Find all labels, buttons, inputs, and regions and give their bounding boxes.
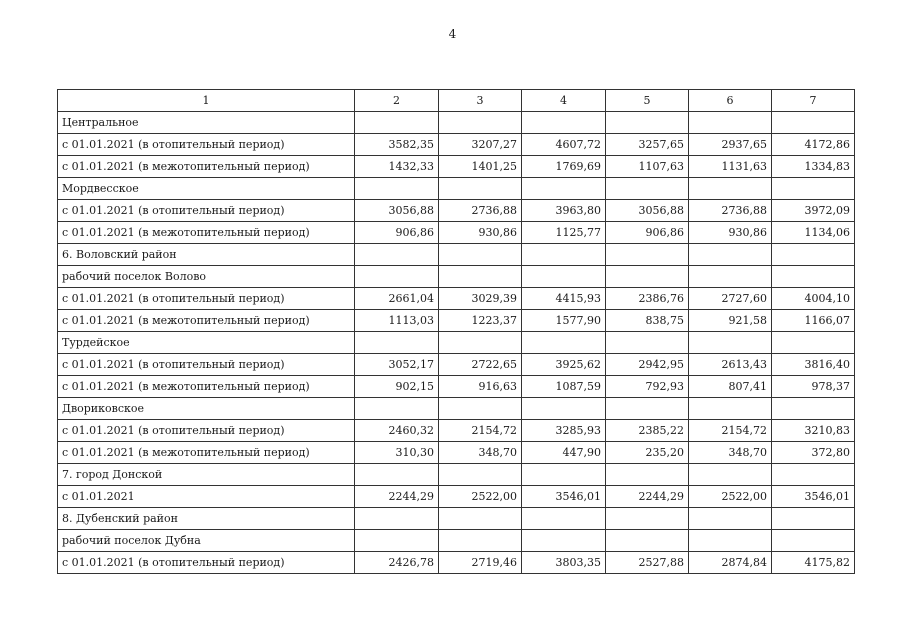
tariff-value-cell: 921,58 (689, 310, 772, 332)
tariff-value-cell: 1107,63 (606, 156, 689, 178)
tariff-value-cell (522, 244, 606, 266)
tariff-value-cell: 3972,09 (772, 200, 855, 222)
tariff-value-cell (522, 464, 606, 486)
row-label: с 01.01.2021 (в межотопительный период) (58, 222, 355, 244)
tariff-value-cell (439, 508, 522, 530)
table-row (58, 486, 855, 508)
tariff-value-cell: 2460,32 (355, 420, 439, 442)
column-header: 2 (355, 90, 439, 112)
tariff-value-cell: 1432,33 (355, 156, 439, 178)
tariff-value-cell (355, 178, 439, 200)
row-label: с 01.01.2021 (в отопительный период) (58, 200, 355, 222)
tariff-value-cell (689, 178, 772, 200)
row-label: с 01.01.2021 (в межотопительный период) (58, 310, 355, 332)
tariff-value-cell (355, 266, 439, 288)
tariff-value-cell: 4607,72 (522, 134, 606, 156)
tariff-value-cell (439, 266, 522, 288)
table-row (58, 376, 855, 398)
tariff-value-cell (772, 332, 855, 354)
tariff-value-cell (355, 332, 439, 354)
row-label: с 01.01.2021 (в межотопительный период) (58, 376, 355, 398)
tariff-value-cell (772, 398, 855, 420)
row-label: с 01.01.2021 (в межотопительный период) (58, 442, 355, 464)
table-row (58, 552, 855, 574)
row-label: Центральное (58, 112, 355, 134)
table-row (58, 464, 855, 486)
tariff-value-cell: 4415,93 (522, 288, 606, 310)
tariff-value-cell: 3546,01 (772, 486, 855, 508)
tariff-value-cell: 3816,40 (772, 354, 855, 376)
tariff-value-cell: 2722,65 (439, 354, 522, 376)
tariff-value-cell (772, 112, 855, 134)
tariff-value-cell: 2527,88 (606, 552, 689, 574)
tariff-value-cell: 2522,00 (439, 486, 522, 508)
tariff-value-cell: 1166,07 (772, 310, 855, 332)
row-label: рабочий поселок Дубна (58, 530, 355, 552)
tariff-value-cell (439, 332, 522, 354)
tariff-value-cell (689, 530, 772, 552)
tariff-value-cell (522, 266, 606, 288)
row-label: 8. Дубенский район (58, 508, 355, 530)
tariff-value-cell (355, 244, 439, 266)
tariff-value-cell (689, 464, 772, 486)
tariff-value-cell: 1087,59 (522, 376, 606, 398)
tariff-value-cell (772, 464, 855, 486)
tariff-value-cell: 2736,88 (439, 200, 522, 222)
tariff-value-cell (689, 266, 772, 288)
tariff-value-cell: 2426,78 (355, 552, 439, 574)
row-label: с 01.01.2021 (в межотопительный период) (58, 156, 355, 178)
tariff-value-cell: 1113,03 (355, 310, 439, 332)
row-label: с 01.01.2021 (58, 486, 355, 508)
table-row (58, 530, 855, 552)
tariff-value-cell: 2661,04 (355, 288, 439, 310)
tariff-value-cell: 906,86 (606, 222, 689, 244)
tariff-value-cell (439, 398, 522, 420)
tariff-value-cell: 2613,43 (689, 354, 772, 376)
tariff-value-cell (606, 112, 689, 134)
tariff-value-cell: 3207,27 (439, 134, 522, 156)
tariff-value-cell: 3963,80 (522, 200, 606, 222)
tariff-value-cell: 310,30 (355, 442, 439, 464)
tariff-value-cell (355, 112, 439, 134)
tariff-value-cell: 3056,88 (355, 200, 439, 222)
table-row (58, 156, 855, 178)
tariff-value-cell: 838,75 (606, 310, 689, 332)
table-row (58, 332, 855, 354)
tariff-value-cell: 3285,93 (522, 420, 606, 442)
tariff-value-cell: 2154,72 (689, 420, 772, 442)
tariff-value-cell (439, 112, 522, 134)
column-header: 1 (58, 90, 355, 112)
tariff-value-cell: 235,20 (606, 442, 689, 464)
column-header: 7 (772, 90, 855, 112)
table-row (58, 398, 855, 420)
tariff-value-cell (772, 266, 855, 288)
tariff-value-cell: 1577,90 (522, 310, 606, 332)
tariff-value-cell (689, 244, 772, 266)
column-header: 3 (439, 90, 522, 112)
table-row (58, 244, 855, 266)
row-label: Мордвесское (58, 178, 355, 200)
tariff-value-cell: 447,90 (522, 442, 606, 464)
row-label: Двориковское (58, 398, 355, 420)
tariff-value-cell: 916,63 (439, 376, 522, 398)
tariff-value-cell (522, 332, 606, 354)
tariff-value-cell: 2244,29 (355, 486, 439, 508)
tariff-value-cell: 2727,60 (689, 288, 772, 310)
tariff-value-cell (606, 178, 689, 200)
tariff-value-cell: 1223,37 (439, 310, 522, 332)
tariff-value-cell (606, 398, 689, 420)
table-row (58, 310, 855, 332)
tariff-value-cell: 930,86 (439, 222, 522, 244)
table-body (58, 112, 855, 574)
tariff-value-cell: 4175,82 (772, 552, 855, 574)
tariff-value-cell: 2736,88 (689, 200, 772, 222)
tariff-value-cell (772, 508, 855, 530)
tariff-value-cell (606, 332, 689, 354)
tariff-value-cell (606, 266, 689, 288)
tariff-value-cell (355, 508, 439, 530)
tariff-value-cell: 3210,83 (772, 420, 855, 442)
tariff-value-cell: 1134,06 (772, 222, 855, 244)
tariff-value-cell: 2719,46 (439, 552, 522, 574)
tariff-value-cell (522, 398, 606, 420)
page-number: 4 (448, 27, 457, 41)
tariff-value-cell: 372,80 (772, 442, 855, 464)
row-label: Турдейское (58, 332, 355, 354)
tariff-value-cell (522, 112, 606, 134)
table-row (58, 266, 855, 288)
tariff-value-cell (606, 530, 689, 552)
tariff-value-cell (522, 178, 606, 200)
row-label: с 01.01.2021 (в отопительный период) (58, 420, 355, 442)
tariff-value-cell (606, 244, 689, 266)
table-row (58, 222, 855, 244)
tariff-value-cell: 348,70 (439, 442, 522, 464)
tariff-value-cell (439, 178, 522, 200)
tariff-value-cell: 2386,76 (606, 288, 689, 310)
tariff-value-cell: 906,86 (355, 222, 439, 244)
tariff-value-cell (772, 178, 855, 200)
tariff-value-cell: 3546,01 (522, 486, 606, 508)
tariff-value-cell: 3803,35 (522, 552, 606, 574)
tariff-value-cell: 4004,10 (772, 288, 855, 310)
column-header: 6 (689, 90, 772, 112)
tariff-value-cell: 1334,83 (772, 156, 855, 178)
column-header: 4 (522, 90, 606, 112)
table-row (58, 420, 855, 442)
tariff-value-cell (606, 508, 689, 530)
row-label: рабочий поселок Волово (58, 266, 355, 288)
tariff-value-cell: 792,93 (606, 376, 689, 398)
tariff-value-cell: 3029,39 (439, 288, 522, 310)
tariff-value-cell (772, 530, 855, 552)
row-label: с 01.01.2021 (в отопительный период) (58, 134, 355, 156)
tariff-value-cell: 2874,84 (689, 552, 772, 574)
tariff-value-cell (355, 398, 439, 420)
tariff-value-cell: 1401,25 (439, 156, 522, 178)
tariff-value-cell: 3056,88 (606, 200, 689, 222)
tariff-value-cell (439, 244, 522, 266)
table-row (58, 178, 855, 200)
tariff-value-cell (439, 530, 522, 552)
tariff-value-cell (439, 464, 522, 486)
tariff-value-cell: 2244,29 (606, 486, 689, 508)
tariff-value-cell: 978,37 (772, 376, 855, 398)
tariff-value-cell (522, 508, 606, 530)
header-row (58, 90, 855, 112)
tariff-value-cell: 348,70 (689, 442, 772, 464)
tariff-value-cell: 902,15 (355, 376, 439, 398)
tariff-value-cell: 2385,22 (606, 420, 689, 442)
tariff-value-cell: 1125,77 (522, 222, 606, 244)
tariff-value-cell (355, 530, 439, 552)
table-row (58, 508, 855, 530)
tariff-value-cell: 807,41 (689, 376, 772, 398)
table-row (58, 112, 855, 134)
tariff-value-cell (689, 398, 772, 420)
tariff-value-cell: 4172,86 (772, 134, 855, 156)
table-row (58, 354, 855, 376)
row-label: 7. город Донской (58, 464, 355, 486)
tariff-value-cell: 1769,69 (522, 156, 606, 178)
tariff-value-cell (689, 112, 772, 134)
row-label: 6. Воловский район (58, 244, 355, 266)
tariff-value-cell: 2942,95 (606, 354, 689, 376)
row-label: с 01.01.2021 (в отопительный период) (58, 288, 355, 310)
table-row (58, 442, 855, 464)
tariff-value-cell: 3925,62 (522, 354, 606, 376)
tariff-value-cell: 1131,63 (689, 156, 772, 178)
tariff-value-cell (522, 530, 606, 552)
tariff-value-cell: 2937,65 (689, 134, 772, 156)
tariff-value-cell: 3052,17 (355, 354, 439, 376)
tariff-value-cell: 3257,65 (606, 134, 689, 156)
tariff-value-cell (772, 244, 855, 266)
tariff-value-cell: 2522,00 (689, 486, 772, 508)
row-label: с 01.01.2021 (в отопительный период) (58, 354, 355, 376)
table-row (58, 200, 855, 222)
tariff-table (57, 89, 855, 574)
tariff-value-cell (689, 332, 772, 354)
tariff-value-cell (606, 464, 689, 486)
tariff-value-cell: 2154,72 (439, 420, 522, 442)
column-header: 5 (606, 90, 689, 112)
tariff-value-cell: 3582,35 (355, 134, 439, 156)
tariff-value-cell: 930,86 (689, 222, 772, 244)
tariff-value-cell (355, 464, 439, 486)
tariff-value-cell (689, 508, 772, 530)
table-row (58, 288, 855, 310)
row-label: с 01.01.2021 (в отопительный период) (58, 552, 355, 574)
table-row (58, 134, 855, 156)
